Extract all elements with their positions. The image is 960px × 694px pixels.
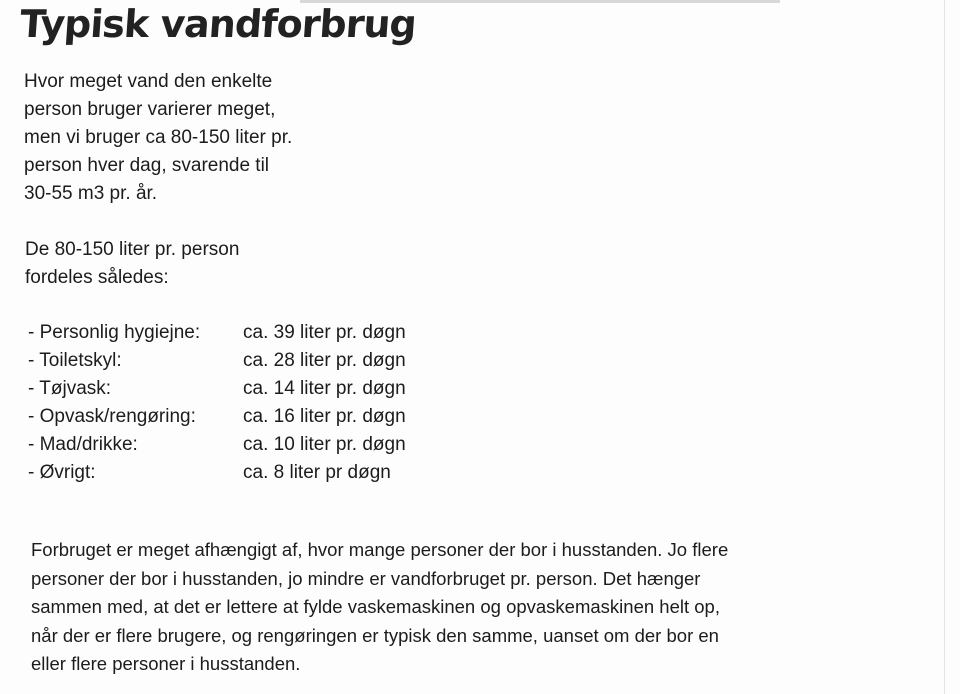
usage-amount: ca. 8 liter pr døgn (243, 462, 391, 483)
usage-amount: ca. 10 liter pr. døgn (243, 434, 406, 455)
closing-line: eller flere personer i husstanden. (31, 653, 301, 674)
intro-line: Hvor meget vand den enkelte (24, 71, 273, 92)
usage-category: - Tøjvask: (28, 378, 112, 399)
usage-amount: ca. 28 liter pr. døgn (243, 350, 406, 371)
closing-line: sammen med, at det er lettere at fylde vaskemaskinen og opvaskemaskinen helt op, (31, 596, 720, 617)
intro-line: person bruger varierer meget, (24, 99, 276, 120)
distribution-line: fordeles således: (25, 267, 169, 288)
closing-line: når der er flere brugere, og rengøringen er typisk den samme, uanset om der bor en (31, 624, 719, 646)
distribution-paragraph (25, 236, 239, 292)
usage-category: - Mad/drikke: (28, 434, 138, 455)
scan-edge-line (944, 0, 945, 694)
intro-line: person hver dag, svarende til (24, 155, 270, 176)
usage-category: - Opvask/rengøring: (28, 406, 196, 427)
usage-amount: ca. 16 liter pr. døgn (243, 406, 406, 427)
usage-amount: ca. 39 liter pr. døgn (243, 322, 406, 343)
intro-paragraph (24, 68, 292, 208)
usage-category: - Personlig hygiejne: (28, 322, 201, 343)
page-title: Typisk vandforbrug (18, 2, 418, 46)
intro-line: 30-55 m3 pr. år. (24, 183, 158, 204)
intro-line: men vi bruger ca 80-150 liter pr. (24, 127, 293, 148)
usage-category: - Øvrigt: (28, 462, 96, 483)
usage-amount: ca. 14 liter pr. døgn (243, 378, 406, 399)
closing-line: personer der bor i husstanden, jo mindre er vandforbruget pr. person. Det hænger (31, 567, 701, 589)
usage-category: - Toiletskyl: (28, 350, 122, 371)
closing-line: Forbruget er meget afhængigt af, hvor mange personer der bor i husstanden. Jo flere (31, 539, 729, 560)
closing-paragraph (31, 536, 728, 679)
distribution-line: De 80-150 liter pr. person (25, 239, 240, 260)
